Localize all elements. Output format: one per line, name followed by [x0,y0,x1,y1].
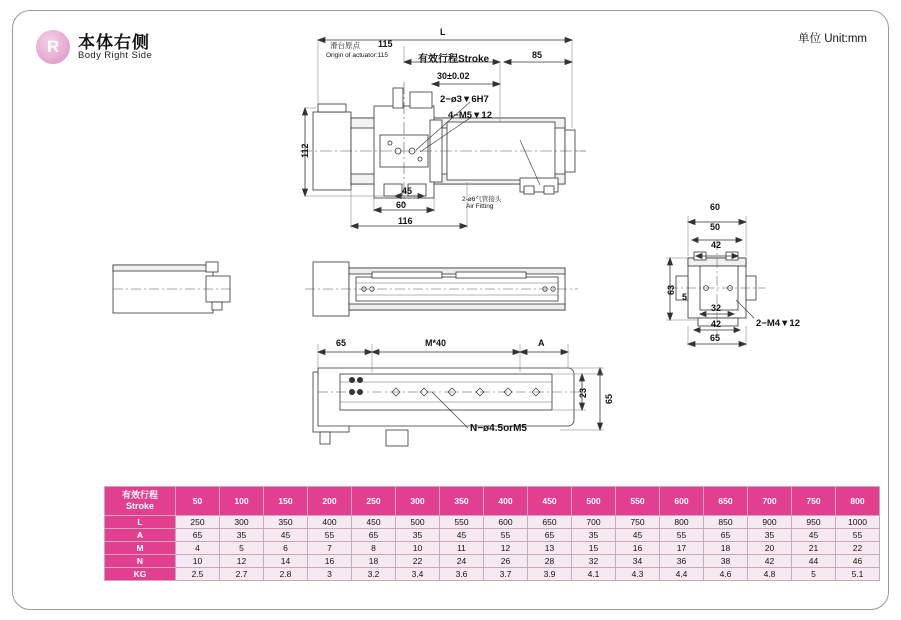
cell-N-7: 26 [484,555,528,568]
cell-M-14: 21 [792,542,836,555]
dim-30-tol: 30±0.02 [437,71,470,81]
dim-L-label: L [440,27,446,37]
rv-dim-42-bottom: 42 [711,319,722,329]
cell-M-8: 13 [528,542,572,555]
col-head-13: 700 [748,487,792,516]
cell-M-10: 16 [616,542,660,555]
cell-N-13: 42 [748,555,792,568]
cell-N-15: 46 [836,555,880,568]
cell-KG-13: 4.8 [748,568,792,581]
col-head-1: 100 [220,487,264,516]
cell-M-11: 17 [660,542,704,555]
callout-dowel-hole: 2−ø3▼6H7 [440,94,489,105]
dim-112: 112 [300,143,310,158]
cell-KG-10: 4.3 [616,568,660,581]
cell-L-8: 650 [528,516,572,529]
cell-N-1: 12 [220,555,264,568]
header-en: Stroke [125,501,154,511]
cell-M-5: 10 [396,542,440,555]
cell-L-11: 800 [660,516,704,529]
rv-dim-32: 32 [711,303,722,313]
cell-KG-0: 2.5 [176,568,220,581]
cell-KG-6: 3.6 [440,568,484,581]
table-row [105,542,880,555]
cell-L-14: 950 [792,516,836,529]
cell-M-1: 5 [220,542,264,555]
cell-N-9: 32 [572,555,616,568]
dim-85: 85 [532,50,543,60]
table-body [105,487,880,581]
bv-dim-65-left: 65 [336,338,347,348]
cell-M-9: 15 [572,542,616,555]
col-head-12: 650 [704,487,748,516]
cell-KG-12: 4.6 [704,568,748,581]
origin-label-en: Origin of actuator:115 [326,52,389,59]
cell-N-0: 10 [176,555,220,568]
cell-A-14: 45 [792,529,836,542]
col-head-2: 150 [264,487,308,516]
header-cn: 有效行程 [121,490,158,500]
cell-KG-1: 2.7 [220,568,264,581]
cell-A-13: 35 [748,529,792,542]
col-head-10: 550 [616,487,660,516]
col-head-3: 200 [308,487,352,516]
cell-A-10: 45 [616,529,660,542]
cell-KG-2: 2.8 [264,568,308,581]
row-label-N: N [105,555,176,568]
cell-A-6: 45 [440,529,484,542]
stroke-spec-table [104,486,880,581]
page-subtitle: Body Right Side [78,50,153,61]
cell-N-4: 18 [352,555,396,568]
col-head-14: 750 [792,487,836,516]
cell-KG-4: 3.2 [352,568,396,581]
cell-N-2: 14 [264,555,308,568]
unit-note: 单位 Unit:mm [798,33,867,45]
cell-L-7: 600 [484,516,528,529]
bv-dim-A: A [538,338,545,348]
cell-KG-11: 4.4 [660,568,704,581]
rv-dim-42-top: 42 [711,240,722,250]
bv-dim-65-right: 65 [604,393,614,404]
cell-L-9: 700 [572,516,616,529]
table-header-stroke [105,487,176,516]
cell-M-13: 20 [748,542,792,555]
cell-M-7: 12 [484,542,528,555]
bv-dim-23: 23 [578,387,588,398]
row-label-A: A [105,529,176,542]
cell-KG-5: 3.4 [396,568,440,581]
cell-L-0: 250 [176,516,220,529]
cell-KG-15: 5.1 [836,568,880,581]
col-head-6: 350 [440,487,484,516]
cell-A-8: 65 [528,529,572,542]
cell-N-5: 22 [396,555,440,568]
cell-N-6: 24 [440,555,484,568]
cell-A-0: 65 [176,529,220,542]
cell-A-11: 55 [660,529,704,542]
cell-N-10: 34 [616,555,660,568]
table-row [105,529,880,542]
cell-KG-8: 3.9 [528,568,572,581]
air-fitting-cn: 2-ø6气管接头 [462,196,502,203]
dim-116: 116 [398,216,413,226]
col-head-0: 50 [176,487,220,516]
rv-dim-50: 50 [710,222,721,232]
col-head-15: 800 [836,487,880,516]
rv-dim-65: 65 [710,333,721,343]
cell-M-12: 18 [704,542,748,555]
callout-m5-thread: 4−M5▼12 [448,110,492,121]
cell-M-3: 7 [308,542,352,555]
cell-L-5: 500 [396,516,440,529]
cell-L-1: 300 [220,516,264,529]
cell-A-9: 35 [572,529,616,542]
col-head-9: 500 [572,487,616,516]
dim-60-top: 60 [396,200,407,210]
cell-L-6: 550 [440,516,484,529]
cell-M-4: 8 [352,542,396,555]
col-head-7: 400 [484,487,528,516]
page-title: 本体右侧 [78,33,150,52]
cell-A-12: 65 [704,529,748,542]
rv-callout-m4: 2−M4▼12 [756,318,800,329]
row-label-L: L [105,516,176,529]
table-header-row [105,487,880,516]
cell-M-0: 4 [176,542,220,555]
bv-callout-n-holes: N−ø4.5orM5 [470,423,527,434]
cell-KG-7: 3.7 [484,568,528,581]
cell-A-7: 55 [484,529,528,542]
cell-L-3: 400 [308,516,352,529]
badge-letter: R [46,37,60,56]
table-row [105,555,880,568]
cell-KG-9: 4.1 [572,568,616,581]
rv-dim-63: 63 [666,284,676,295]
origin-label-cn: 滑台原点 [330,41,360,50]
cell-L-4: 450 [352,516,396,529]
cell-A-4: 65 [352,529,396,542]
origin-value: 115 [378,39,393,49]
cell-N-11: 36 [660,555,704,568]
cell-M-2: 6 [264,542,308,555]
cell-A-1: 35 [220,529,264,542]
bv-dim-M40: M*40 [425,338,447,348]
cell-N-3: 16 [308,555,352,568]
cell-KG-14: 5 [792,568,836,581]
table-row [105,568,880,581]
cell-M-15: 22 [836,542,880,555]
col-head-8: 450 [528,487,572,516]
table-row [105,516,880,529]
col-head-11: 600 [660,487,704,516]
rv-dim-60: 60 [710,202,721,212]
cell-A-5: 35 [396,529,440,542]
col-head-4: 250 [352,487,396,516]
stroke-label: 有效行程Stroke [418,54,490,65]
cell-A-3: 55 [308,529,352,542]
cell-L-10: 750 [616,516,660,529]
cell-A-2: 45 [264,529,308,542]
rv-dim-5: 5 [682,292,688,302]
dim-45: 45 [402,186,413,196]
cell-N-8: 28 [528,555,572,568]
row-label-KG: KG [105,568,176,581]
cell-L-2: 350 [264,516,308,529]
cell-L-12: 850 [704,516,748,529]
air-fitting-en: Air Fitting [466,203,494,210]
col-head-5: 300 [396,487,440,516]
cell-L-15: 1000 [836,516,880,529]
cell-L-13: 900 [748,516,792,529]
cell-M-6: 11 [440,542,484,555]
cell-A-15: 55 [836,529,880,542]
cell-KG-3: 3 [308,568,352,581]
cell-N-12: 38 [704,555,748,568]
cell-N-14: 44 [792,555,836,568]
row-label-M: M [105,542,176,555]
